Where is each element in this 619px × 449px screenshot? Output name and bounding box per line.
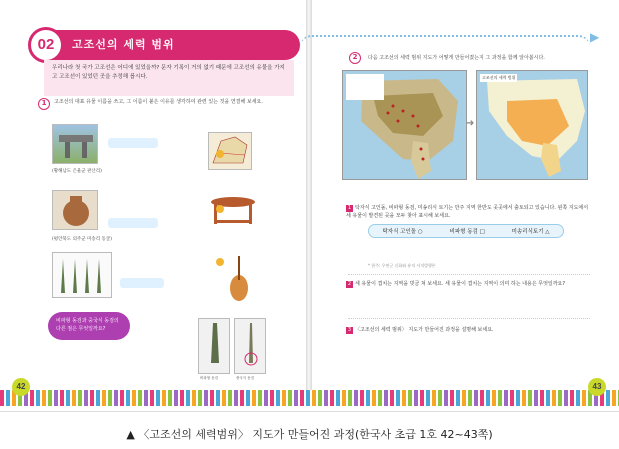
- intro-box: 우리나라 첫 국가 고조선은 어디에 있었을까? 문자 기록이 거의 없기 때문에 고조선의 유물을 가지고 고조선이 있었던 곳을 추정해 봅시다.: [44, 60, 294, 96]
- match-dot-icon: [216, 258, 224, 266]
- page-number-left: 42: [12, 378, 30, 396]
- dagger-caption-2: 중국식 동검: [236, 376, 255, 380]
- divider: [348, 318, 590, 319]
- match-dot-icon: [216, 205, 224, 213]
- arrow-right-icon: ▶: [590, 30, 600, 44]
- speech-bubble: 비파형 동검과 중국식 동검의 다른 점은 무엇일까요?: [48, 312, 130, 340]
- answer-blank-1[interactable]: [108, 138, 158, 148]
- question-badge: 1: [38, 98, 50, 110]
- instruction-text: 세 유물이 겹치는 지역을 빗금 쳐 보세요. 세 유물이 겹치는 지역이 의미 하는 내용은 무엇일까요?: [355, 281, 566, 287]
- legend-dolmen: 탁자식 고인돌 ○: [382, 229, 423, 235]
- pottery-photo: [52, 190, 98, 230]
- section-number: 02: [28, 27, 64, 63]
- dagger-photo-2: [234, 318, 266, 374]
- legend-pottery: 미송리식토기 △: [511, 229, 550, 235]
- page-number-right: 43: [588, 378, 606, 396]
- decorative-stripe: [0, 390, 619, 406]
- instruction-text: 탁자식 고인돌, 비파형 동검, 미송리식 토기는 만주 지역 한반도 곳곳에서 출토되고 있습니다. 왼쪽 지도에서 세 유물이 발견된 곳을 모두 찾아 표시해 보세요.: [346, 205, 589, 219]
- gojoseon-territory-map: [476, 70, 588, 180]
- dolmen-caption: (황해남도 은율군 관산리): [52, 169, 102, 174]
- table-drawing: [208, 192, 258, 230]
- artifact-distribution-map: [342, 70, 467, 180]
- map-arrow-icon: ➜: [466, 118, 475, 129]
- dagger-caption-1: 비파형 동검: [200, 376, 219, 380]
- instruction-number: 1: [347, 205, 352, 211]
- instruction-text: 〈고조선의 세력 범위〉 지도가 만들어진 과정을 설명해 보세요.: [355, 327, 494, 333]
- instruction-number: 3: [347, 327, 352, 333]
- map-legend-box: [346, 74, 384, 100]
- dotted-arc-decoration: [300, 35, 590, 47]
- answer-blank-3[interactable]: [120, 278, 164, 288]
- pipa-instrument-drawing: [228, 254, 250, 304]
- figure-caption: ▲ 〈고조선의 세력범위〉 지도가 만들어진 과정(한국사 초급 1호 42~43쪽): [126, 428, 493, 441]
- question-text: 다음 고조선의 세력 범위 지도가 어떻게 만들어졌는지 그 과정을 함께 알아봅시다.: [368, 55, 545, 61]
- legend-dagger: 비파형 동검 □: [449, 229, 485, 235]
- instruction-3: [346, 326, 590, 334]
- dagger-photo-1: [198, 318, 230, 374]
- pottery-caption: (평안북도 의주군 미송리 동굴): [52, 237, 112, 242]
- instruction-2: [346, 280, 590, 288]
- map-title: 고조선의 세력 범위: [482, 75, 516, 80]
- instruction-number: 2: [347, 281, 352, 287]
- source-note: * 현주: 우연군 신화와 유적 서적발행본: [368, 263, 436, 268]
- bronze-dagger-photo: [52, 252, 112, 298]
- divider: [348, 274, 590, 275]
- instruction-1: [346, 204, 590, 220]
- answer-blank-2[interactable]: [108, 218, 158, 228]
- match-dot-icon: [216, 150, 224, 158]
- small-map-image: [208, 132, 252, 170]
- artifact-legend: [368, 224, 564, 238]
- section-title: 고조선의 세력 범위: [72, 38, 175, 51]
- question-text: 고조선의 대표 유물 이름을 쓰고, 그 이름이 붙은 이유를 생각하여 관련 있는 것을 연결해 보세요.: [54, 99, 263, 105]
- question-badge: 2: [349, 52, 361, 64]
- dolmen-photo: [52, 124, 98, 164]
